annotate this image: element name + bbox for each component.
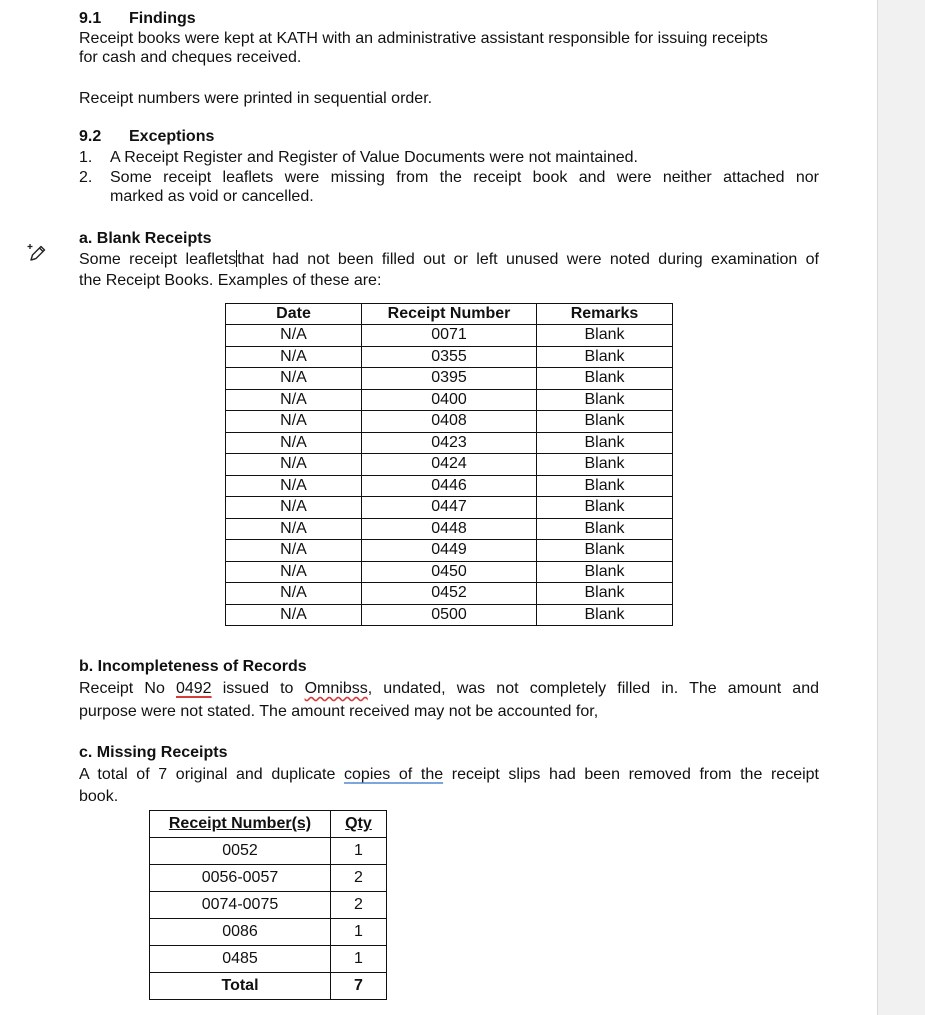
table-row: [226, 389, 673, 411]
incompleteness-heading: b. Incompleteness of Records: [79, 658, 307, 675]
receipt-number-cell: 0408: [362, 411, 537, 433]
table-header-row: [150, 811, 387, 838]
spelling-error-omnibss[interactable]: Omnibss: [304, 680, 368, 697]
table-row: [150, 865, 387, 892]
receipt-number-cell: 0452: [362, 583, 537, 605]
date-cell: N/A: [226, 454, 362, 476]
table-row: [150, 946, 387, 973]
qty-cell: 2: [331, 865, 387, 892]
blank-receipts-table: [225, 303, 673, 626]
receipt-numbers-cell: 0485: [150, 946, 331, 973]
receipt-number-cell: 0448: [362, 518, 537, 540]
grammar-suggestion-copies-of-the[interactable]: copies of the: [344, 766, 444, 783]
receipt-numbers-cell: 0052: [150, 838, 331, 865]
table-row: [226, 518, 673, 540]
date-cell: N/A: [226, 540, 362, 562]
date-cell: N/A: [226, 497, 362, 519]
findings-para-2: Receipt numbers were printed in sequential order.: [79, 90, 433, 107]
date-cell: N/A: [226, 368, 362, 390]
exception-item-2-line-1: Some receipt leaflets were missing from the receipt book and were neither attached nor: [110, 169, 819, 186]
remarks-cell: Blank: [537, 604, 673, 626]
date-cell: N/A: [226, 561, 362, 583]
table-row: [150, 892, 387, 919]
remarks-cell: Blank: [537, 325, 673, 347]
remarks-cell: Blank: [537, 454, 673, 476]
column-header-date: Date: [226, 304, 362, 325]
exception-item-2-number: 2.: [79, 169, 93, 186]
total-label: Total: [150, 973, 331, 1000]
table-row: [226, 368, 673, 390]
remarks-cell: Blank: [537, 583, 673, 605]
blank-receipts-line-2: the Receipt Books. Examples of these are:: [79, 272, 382, 289]
date-cell: N/A: [226, 389, 362, 411]
findings-line-2: for cash and cheques received.: [79, 49, 302, 66]
receipt-number-cell: 0071: [362, 325, 537, 347]
total-qty: 7: [331, 973, 387, 1000]
table-total-row: [150, 973, 387, 1000]
receipt-number-cell: 0400: [362, 389, 537, 411]
exception-item-1: 1. A Receipt Register and Register of Value Documents were not maintained.: [79, 149, 638, 166]
receipt-number-cell: 0424: [362, 454, 537, 476]
remarks-cell: Blank: [537, 475, 673, 497]
qty-cell: 2: [331, 892, 387, 919]
date-cell: N/A: [226, 411, 362, 433]
table-row: [150, 838, 387, 865]
date-cell: N/A: [226, 604, 362, 626]
edit-sparkle-icon[interactable]: [27, 242, 49, 264]
table-row: [226, 454, 673, 476]
column-header-remarks: Remarks: [537, 304, 673, 325]
receipt-numbers-cell: 0086: [150, 919, 331, 946]
receipt-numbers-cell: 0074-0075: [150, 892, 331, 919]
table-row: [226, 325, 673, 347]
remarks-cell: Blank: [537, 497, 673, 519]
table-row: [226, 432, 673, 454]
incompleteness-line-2: purpose were not stated. The amount received may not be accounted for,: [79, 703, 599, 720]
qty-cell: 1: [331, 946, 387, 973]
receipt-number-cell: 0500: [362, 604, 537, 626]
exception-item-2-line-2: marked as void or cancelled.: [110, 188, 314, 205]
table-row: [226, 604, 673, 626]
table-row: [226, 540, 673, 562]
receipt-number-0492: 0492: [175, 680, 212, 697]
table-row: [226, 583, 673, 605]
section-9-1-heading: 9.1 Findings: [79, 10, 196, 27]
remarks-cell: Blank: [537, 540, 673, 562]
qty-cell: 1: [331, 838, 387, 865]
missing-receipts-table: [149, 810, 387, 1000]
date-cell: N/A: [226, 475, 362, 497]
table-row: [226, 561, 673, 583]
date-cell: N/A: [226, 518, 362, 540]
findings-line-1: Receipt books were kept at KATH with an administrative assistant responsible for issuing receipts: [79, 30, 768, 47]
receipt-number-cell: 0446: [362, 475, 537, 497]
column-header-qty: Qty: [331, 811, 387, 838]
table-row: [226, 475, 673, 497]
receipt-number-cell: 0450: [362, 561, 537, 583]
table-row: [226, 411, 673, 433]
remarks-cell: Blank: [537, 432, 673, 454]
date-cell: N/A: [226, 583, 362, 605]
missing-receipts-heading: c. Missing Receipts: [79, 744, 228, 761]
missing-receipts-line-2: book.: [79, 788, 119, 805]
remarks-cell: Blank: [537, 561, 673, 583]
receipt-number-cell: 0423: [362, 432, 537, 454]
receipt-number-cell: 0355: [362, 346, 537, 368]
qty-cell: 1: [331, 919, 387, 946]
blank-receipts-heading: a. Blank Receipts: [79, 230, 212, 247]
missing-receipts-line-1: A total of 7 original and duplicate copies of the receipt slips had been removed from the receipt: [79, 766, 820, 783]
receipt-number-cell: 0447: [362, 497, 537, 519]
incompleteness-line-1: Receipt No 0492 issued to Omnibss, undated, was not completely filled in. The amount and: [79, 680, 820, 697]
table-row: [226, 497, 673, 519]
remarks-cell: Blank: [537, 346, 673, 368]
table-row: [226, 346, 673, 368]
remarks-cell: Blank: [537, 389, 673, 411]
blank-receipts-line-1: Some receipt leafletsthat had not been filled out or left unused were noted during examination of: [79, 251, 820, 268]
remarks-cell: Blank: [537, 368, 673, 390]
column-header-receipt-numbers: Receipt Number(s): [150, 811, 331, 838]
date-cell: N/A: [226, 346, 362, 368]
remarks-cell: Blank: [537, 411, 673, 433]
right-scroll-gutter[interactable]: [877, 0, 925, 1015]
receipt-number-cell: 0449: [362, 540, 537, 562]
table-row: [150, 919, 387, 946]
table-header-row: [226, 304, 673, 325]
section-9-2-heading: 9.2 Exceptions: [79, 128, 215, 145]
date-cell: N/A: [226, 325, 362, 347]
receipt-numbers-cell: 0056-0057: [150, 865, 331, 892]
column-header-receipt-number: Receipt Number: [362, 304, 537, 325]
remarks-cell: Blank: [537, 518, 673, 540]
receipt-number-cell: 0395: [362, 368, 537, 390]
date-cell: N/A: [226, 432, 362, 454]
